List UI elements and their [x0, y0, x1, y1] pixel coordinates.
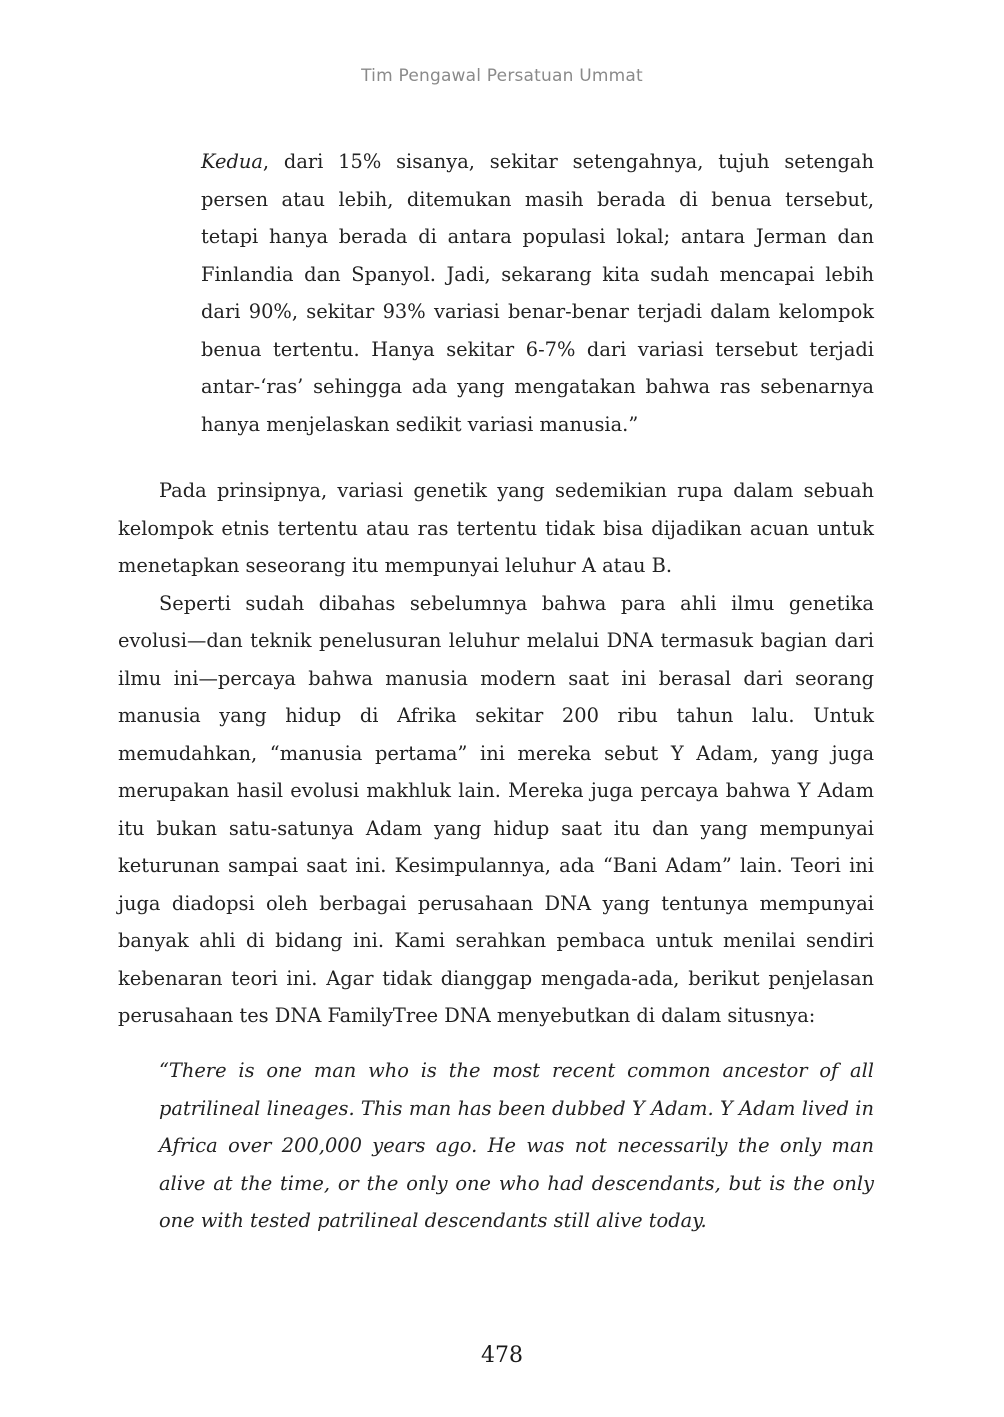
paragraph-y-adam: Seperti sudah dibahas sebelumnya bahwa para ahli ilmu genetika evolusi—dan teknik penelusuran leluhur melalui DNA termasuk bagian dari ilmu ini—percaya bahwa manusia modern saat ini berasal dari seorang manusia yang hidup di Afrika sekitar 200 ribu tahun lalu. Untuk memudahkan, “manusia pertama” ini mereka sebut Y Adam, yang juga merupakan hasil evolusi makhluk lain. Mereka juga percaya bahwa Y Adam itu bukan satu-satunya Adam yang hidup saat itu dan yang mempunyai keturunan sampai saat ini. Kesimpulannya, ada “Bani Adam” lain. Teori ini juga diadopsi oleh berbagai perusahaan DNA yang tentunya mempunyai banyak ahli di bidang ini. Kami serahkan pembaca untuk menilai sendiri kebenaran teori ini. Agar tidak dianggap mengada-ada, berikut penjelasan perusahaan tes DNA FamilyTree DNA menyebutkan di dalam situsnya:: [118, 591, 874, 1027]
block-quote-familytree: [159, 1052, 874, 1240]
page-number: 478: [481, 1343, 523, 1368]
italic-lead: Kedua: [201, 150, 263, 173]
block-quote-kedua-text: , dari 15% sisanya, sekitar setengahnya, tujuh setengah persen atau lebih, ditemukan masih berada di benua tersebut, tetapi hanya berada di antara populasi lokal; antara Jerman dan Finlandia dan Spanyol. Jadi, sekarang kita sudah mencapai lebih dari 90%, sekitar 93% variasi benar-benar terjadi dalam kelompok benua tertentu. Hanya sekitar 6-7% dari variasi tersebut terjadi antar-‘ras’ sehingga ada yang mengatakan bahwa ras sebenarnya hanya menjelaskan sedikit variasi manusia.”: [201, 150, 874, 436]
running-header: Tim Pengawal Persatuan Ummat: [361, 66, 643, 86]
main-text: [118, 472, 874, 1035]
block-quote-kedua: [201, 143, 874, 443]
block-quote-kedua-paragraph: [201, 143, 874, 443]
paragraph-prinsip: Pada prinsipnya, variasi genetik yang sedemikian rupa dalam sebuah kelompok etnis tertentu atau ras tertentu tidak bisa dijadikan acuan untuk menetapkan seseorang itu mempunyai leluhur A atau B.: [118, 479, 874, 577]
block-quote-familytree-text: “There is one man who is the most recent common ancestor of all patrilineal lineages. This man has been dubbed Y Adam. Y Adam lived in Africa over 200,000 years ago. He was not necessarily the only man alive at the time, or the only one who had descendants, but is the only one with tested patrilineal descendants still alive today.: [159, 1059, 874, 1232]
